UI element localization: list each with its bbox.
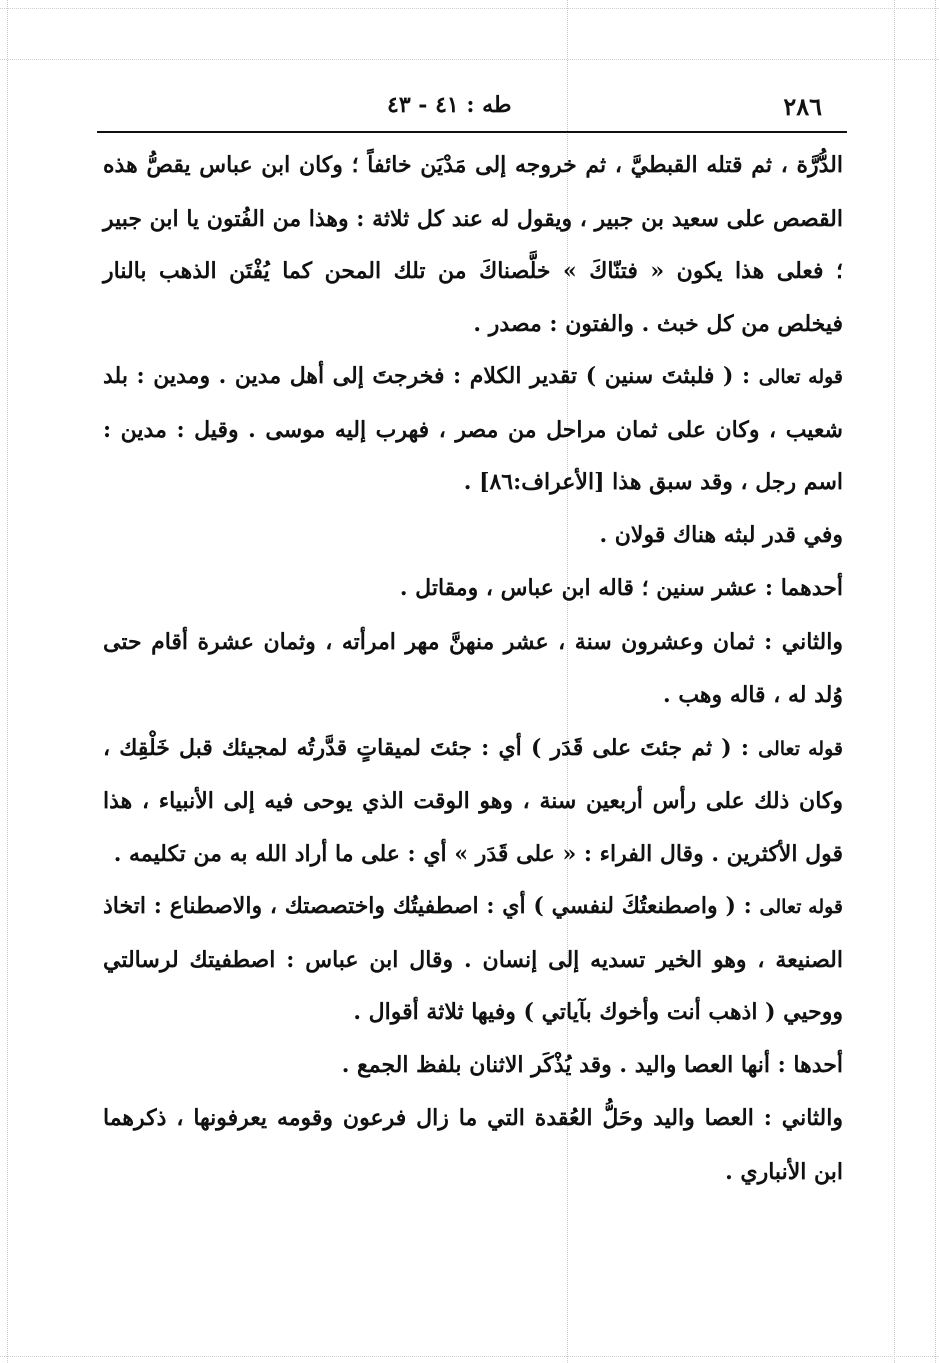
- scan-dotted-line: [0, 8, 939, 9]
- running-head: طه : ٤١ - ٤٣: [387, 92, 512, 118]
- paragraph: [103, 562, 843, 616]
- paragraph: [103, 722, 843, 881]
- paragraph-text: الدُّرَّة ، ثم قتله القبطيَّ ، ثم خروجه إلى مَدْيَن خائفاً ؛ وكان ابن عباس يقصُّ هذه القصص على سعيد بن جبير ، ويقول له عند كل ثلاثة : وهذا من الفُتون يا ابن جبير ؛ فعلى هذا يكون « فتنّاكَ » خلَّصناكَ من تلك المحن كما يُفْتَن الذهب بالنار فيخلص من كل خبث . والفتون : مصدر .: [103, 152, 843, 337]
- paragraph-text: والثاني : العصا واليد وحَلُّ العُقدة التي ما زال فرعون وقومه يعرفونها ، ذكرهما ابن الأنباري .: [103, 1105, 843, 1185]
- paragraph: [103, 350, 843, 509]
- scan-dotted-line: [0, 1356, 939, 1357]
- header-rule: [97, 131, 847, 133]
- paragraph: [103, 880, 843, 1039]
- paragraph-lead: قوله تعالى: [758, 737, 843, 760]
- paragraph: [103, 1092, 843, 1198]
- paragraph-text: أحدهما : عشر سنين ؛ قاله ابن عباس ، ومقاتل .: [399, 575, 843, 601]
- scan-dotted-line: [935, 0, 936, 1363]
- paragraph: [103, 509, 843, 563]
- paragraph-text: : ( ثم جئتَ على قَدَر ) أي : جئتَ لميقاتٍ قدَّرتُه لمجيئك قبل خَلْقِك ، وكان ذلك على رأس أربعين سنة ، وهو الوقت الذي يوحى فيه إلى الأنبياء ، هذا قول الأكثرين . وقال الفراء : « على قَدَر » أي : على ما أراد الله به من تكليمه .: [103, 734, 843, 867]
- page-header: [97, 92, 842, 124]
- text-body: [103, 139, 843, 1198]
- paragraph-lead: قوله تعالى: [758, 366, 844, 388]
- scan-dotted-line: [894, 0, 895, 1363]
- paragraph-text: : ( واصطنعتُكَ لنفسي ) أي : اصطفيتُك واختصصتك ، والاصطناع : اتخاذ الصنيعة ، وهو الخير تسديه إلى إنسان . وقال ابن عباس : اصطفيتك لرسالتي ووحيي ( اذهب أنت وأخوك بآياتي ) وفيها ثلاثة أقوال .: [103, 893, 843, 1025]
- paragraph: [103, 616, 843, 722]
- paragraph: [103, 1039, 843, 1093]
- scan-dotted-line: [7, 0, 8, 1363]
- page-number: ٢٨٦: [783, 92, 822, 121]
- paragraph-text: وفي قدر لبثه هناك قولان .: [599, 521, 843, 548]
- scan-dotted-line: [0, 59, 939, 60]
- paragraph-text: أحدها : أنها العصا واليد . وقد يُذْكَر الاثنان بلفظ الجمع .: [341, 1051, 843, 1078]
- paragraph-text: : ( فلبثتَ سنين ) تقدير الكلام : فخرجتَ إلى أهل مدين . ومدين : بلد شعيب ، وكان على ثمان مراحل من مصر ، فهرب إليه موسى . وقيل : مدين : اسم رجل ، وقد سبق هذا [الأعراف:٨٦] .: [103, 363, 843, 495]
- paragraph: [103, 139, 843, 350]
- paragraph-text: والثاني : ثمان وعشرون سنة ، عشر منهنَّ مهر امرأته ، وثمان عشرة أقام حتى وُلد له ، قاله وهب .: [103, 628, 843, 708]
- paragraph-lead: قوله تعالى: [759, 896, 844, 918]
